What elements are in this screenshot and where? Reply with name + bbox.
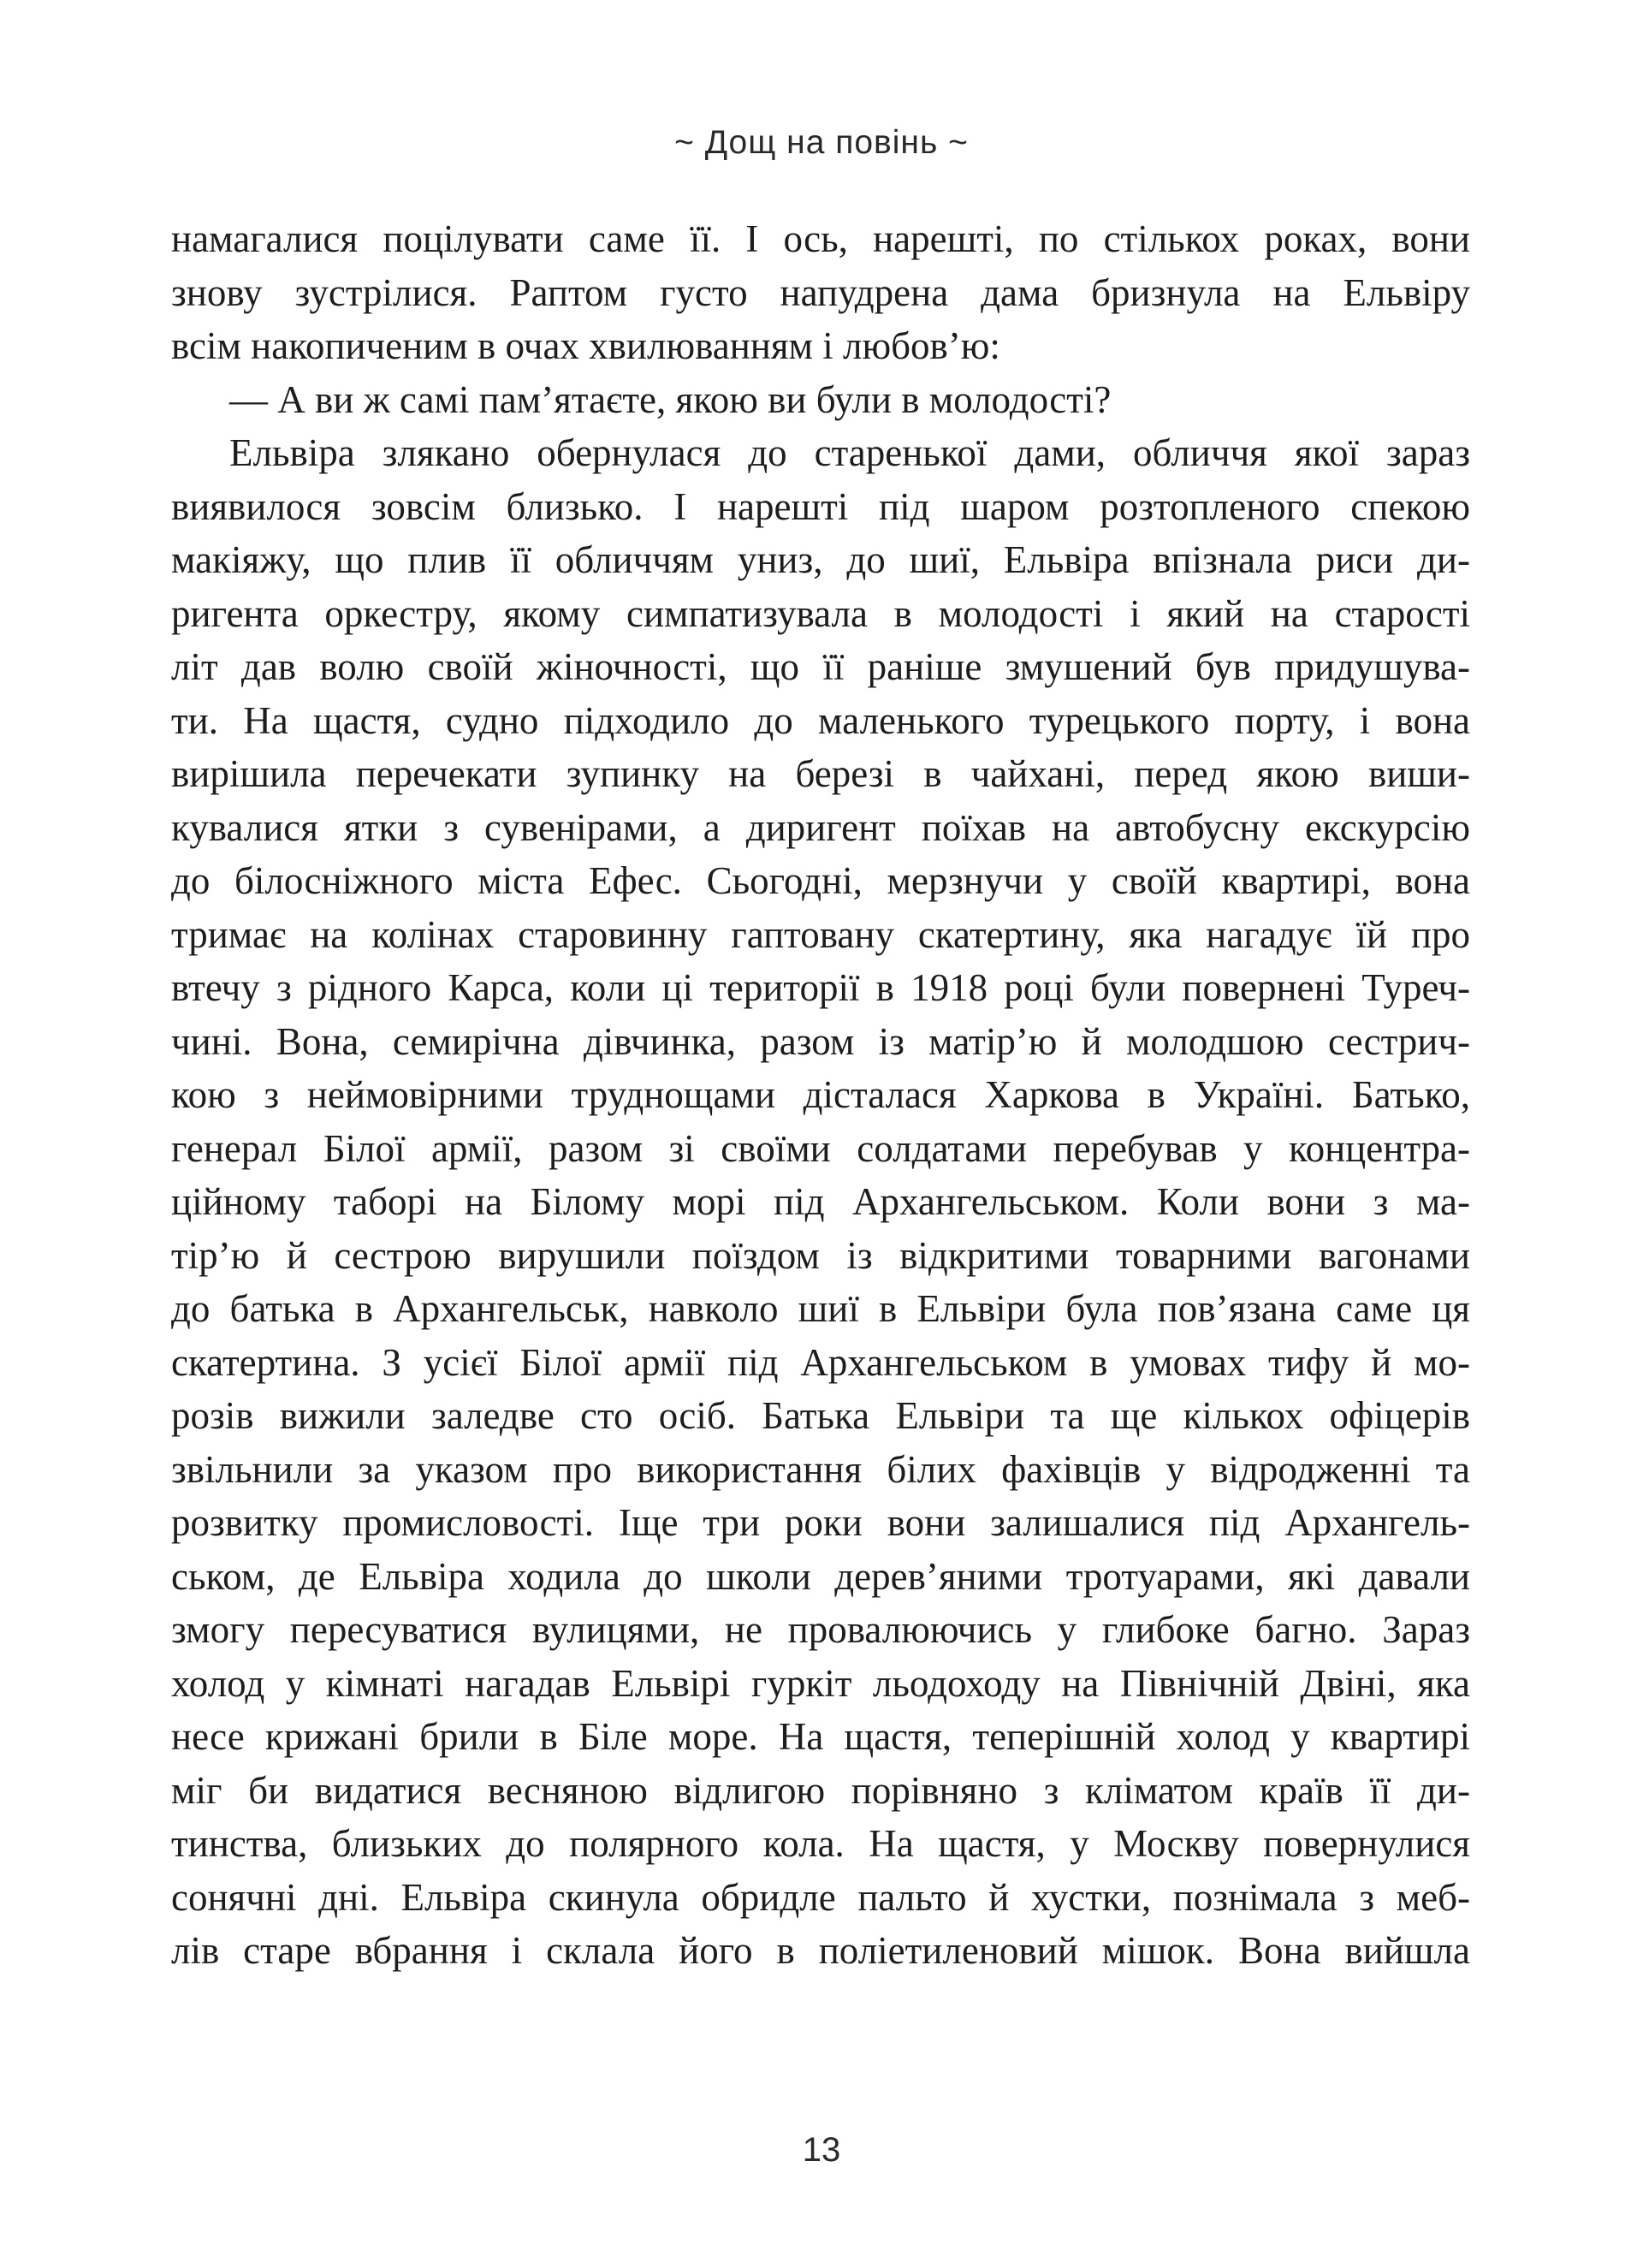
text-line: сонячні дні. Ельвіра скинула обридле пальто й хустки, познімала з меб- [171,1875,1470,1919]
text-line: ти. На щастя, судно підходило до маленького турецького порту, і вона [171,698,1470,742]
text-line: вирішила перечекати зупинку на березі в чайхані, перед якою виши- [171,752,1470,795]
text-line: несе крижані брили в Біле море. На щастя, теперішній холод у квартирі [171,1715,1470,1758]
text-line: змогу пересуватися вулицями, не провалюючись у глибоке багно. Зараз [171,1608,1470,1651]
text-line: ригента оркестру, якому симпатизувала в молодості і який на старості [171,591,1470,635]
text-line: лів старе вбрання і склала його в поліетиленовий мішок. Вона вийшла [171,1929,1470,1972]
text-line: розів вижили заледве сто осіб. Батька Ельвіри та ще кількох офіцерів [171,1394,1470,1437]
dialogue-line: — А ви ж самі пам’ятаєте, якою ви були в молодості? [229,377,1112,421]
text-line: холод у кімнаті нагадав Ельвірі гуркіт льодоходу на Північній Двіні, яка [171,1661,1470,1705]
text-line: намагалися поцілувати саме її. І ось, нарешті, по стількох роках, вони [171,217,1470,260]
text-line: ськом, де Ельвіра ходила до школи дерев’яними тротуарами, які давали [171,1554,1470,1598]
text-line: чині. Вона, семирічна дівчинка, разом із матір’ю й молодшою сестрич- [171,1019,1470,1063]
text-line: скатертина. З усієї Білої армії під Архангельськом в умовах тифу й мо- [171,1340,1470,1384]
text-line: до батька в Архангельськ, навколо шиї в Ельвіри була пов’язана саме ця [171,1287,1470,1330]
paragraph-start-line: Ельвіра злякано обернулася до старенької дами, обличчя якої зараз [229,431,1470,474]
text-line: літ дав волю своїй жіночності, що її раніше змушений був придушува- [171,645,1470,688]
text-line: тримає на колінах старовинну гаптовану скатертину, яка нагадує їй про [171,912,1470,956]
page-number: 13 [802,2131,841,2169]
text-line: всім накопиченим в очах хвилюванням і любов’ю: [171,324,1000,367]
text-line: тинства, близьких до полярного кола. На щастя, у Москву повернулися [171,1822,1470,1865]
text-line: тір’ю й сестрою вирушили поїздом із відкритими товарними вагонами [171,1233,1470,1277]
text-line: ційному таборі на Білому морі під Архангельськом. Коли вони з ма- [171,1180,1470,1223]
text-line: до білосніжного міста Ефес. Сьогодні, мерзнучи у своїй квартирі, вона [171,859,1470,902]
text-line: кувалися ятки з сувенірами, а диригент поїхав на автобусну екскурсію [171,805,1470,849]
text-line: виявилося зовсім близько. І нарешті під шаром розтопленого спекою [171,484,1470,528]
running-title: ~ Дощ на повінь ~ [674,124,969,161]
text-line: генерал Білої армії, разом зі своїми солдатами перебував у концентра- [171,1126,1470,1170]
text-line: звільнили за указом про використання білих фахівців у відродженні та [171,1447,1470,1491]
text-line: макіяжу, що плив її обличчям униз, до шиї, Ельвіра впізнала риси ди- [171,538,1470,581]
text-line: втечу з рідного Карса, коли ці території в 1918 році були повернені Туреч- [171,966,1470,1009]
text-line: міг би видатися весняною відлигою порівняно з кліматом країв її ди- [171,1768,1470,1812]
text-line: знову зустрілися. Раптом густо напудрена дама бризнула на Ельвіру [171,270,1470,314]
body-text [171,212,1470,1978]
text-line: кою з неймовірними труднощами дісталася Харкова в Україні. Батько, [171,1073,1470,1116]
text-line: розвитку промисловості. Іще три роки вони залишалися під Архангель- [171,1501,1470,1544]
